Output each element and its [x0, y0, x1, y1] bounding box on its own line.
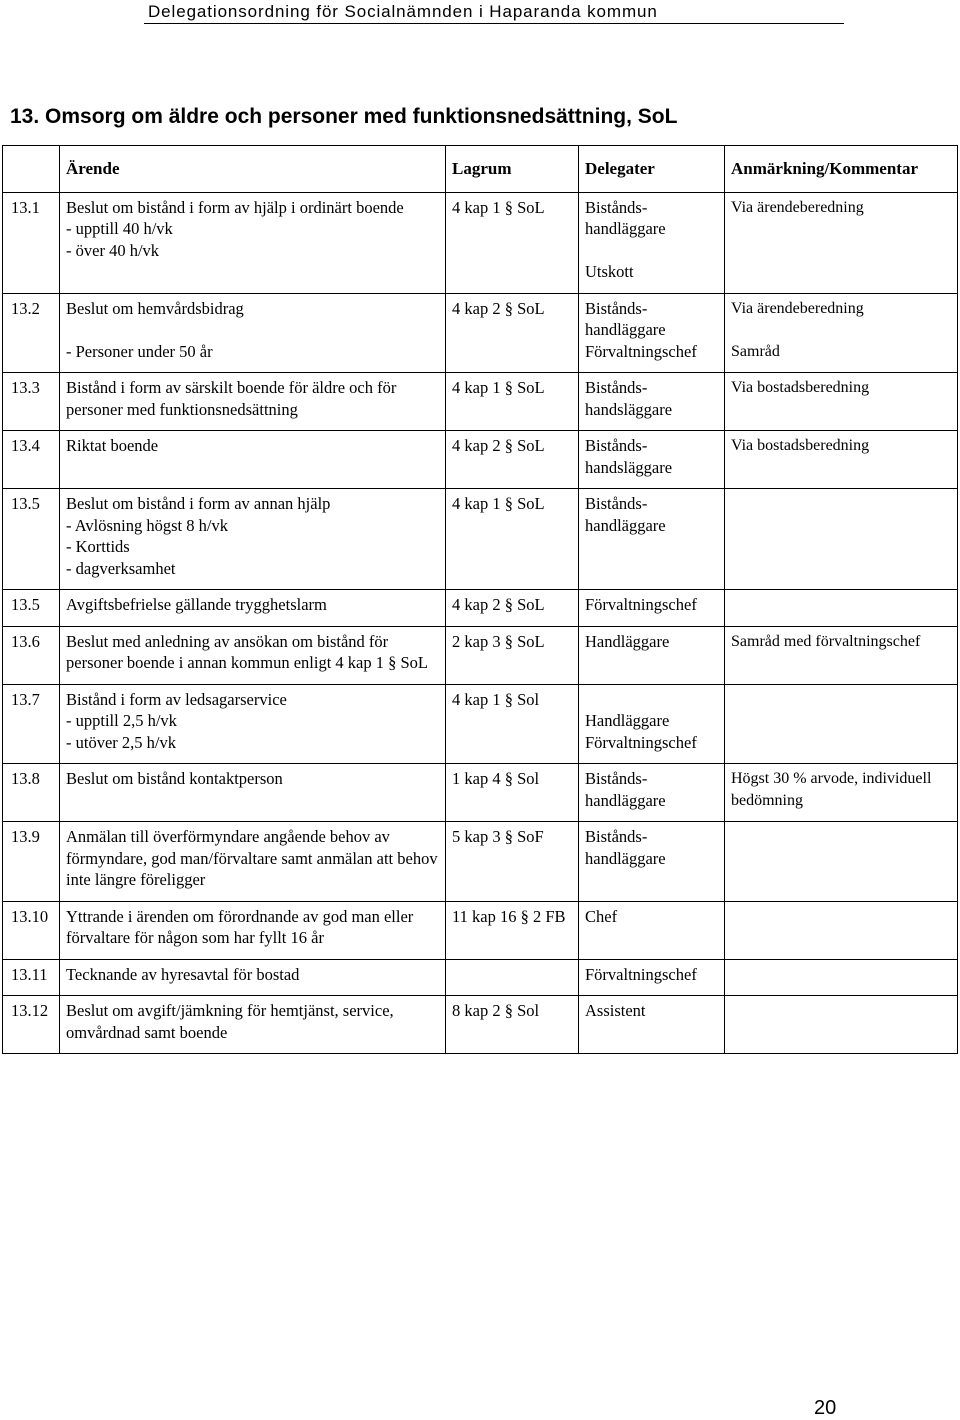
table-row	[3, 996, 958, 1054]
row-delegat: Bistånds- handsläggare	[579, 431, 725, 489]
row-lagrum: 4 kap 2 § SoL	[446, 590, 579, 627]
column-header-nr	[3, 146, 60, 193]
row-number: 13.11	[3, 959, 60, 996]
table-row	[3, 901, 958, 959]
row-delegat: Bistånds- handläggare Förvaltningschef	[579, 293, 725, 373]
column-header-kommentar: Anmärkning/Kommentar	[725, 146, 958, 193]
row-arende: Beslut om hemvårdsbidrag - Personer under 50 år	[60, 293, 446, 373]
column-header-delegater: Delegater	[579, 146, 725, 193]
delegation-table	[2, 145, 958, 1054]
row-number: 13.7	[3, 684, 60, 764]
table-row	[3, 293, 958, 373]
document-header: Delegationsordning för Socialnämnden i Haparanda kommun	[148, 2, 658, 21]
row-delegat: Bistånds- handläggare Utskott	[579, 192, 725, 293]
row-number: 13.6	[3, 626, 60, 684]
row-lagrum: 4 kap 1 § Sol	[446, 684, 579, 764]
table-header-row	[3, 146, 958, 193]
row-lagrum: 1 kap 4 § Sol	[446, 764, 579, 822]
column-header-arende: Ärende	[60, 146, 446, 193]
header-rule	[144, 23, 844, 24]
row-arende: Riktat boende	[60, 431, 446, 489]
page-number: 20	[814, 1397, 837, 1419]
row-arende: Bistånd i form av ledsagarservice - upptill 2,5 h/vk - utöver 2,5 h/vk	[60, 684, 446, 764]
table-row	[3, 373, 958, 431]
row-kommentar: Via ärendeberedning	[725, 192, 958, 293]
row-arende: Tecknande av hyresavtal för bostad	[60, 959, 446, 996]
row-delegat: Chef	[579, 901, 725, 959]
row-number: 13.4	[3, 431, 60, 489]
row-number: 13.10	[3, 901, 60, 959]
row-lagrum: 4 kap 2 § SoL	[446, 293, 579, 373]
row-kommentar: Högst 30 % arvode, individuell bedömning	[725, 764, 958, 822]
row-arende: Anmälan till överförmyndare angående behov av förmyndare, god man/förvaltare samt anmälan att behov inte längre föreligger	[60, 822, 446, 902]
row-delegat: Förvaltningschef	[579, 590, 725, 627]
row-number: 13.1	[3, 192, 60, 293]
row-arende: Yttrande i ärenden om förordnande av god man eller förvaltare för någon som har fyllt 16 år	[60, 901, 446, 959]
row-arende: Beslut om bistånd i form av annan hjälp - Avlösning högst 8 h/vk - Korttids - dagverksamhet	[60, 489, 446, 590]
row-kommentar	[725, 901, 958, 959]
row-arende: Beslut med anledning av ansökan om bistånd för personer boende i annan kommun enligt 4 kap 1 § SoL	[60, 626, 446, 684]
row-kommentar: Via ärendeberedning Samråd	[725, 293, 958, 373]
table-row	[3, 192, 958, 293]
table-row	[3, 431, 958, 489]
row-kommentar	[725, 996, 958, 1054]
column-header-lagrum: Lagrum	[446, 146, 579, 193]
row-lagrum: 4 kap 1 § SoL	[446, 192, 579, 293]
row-kommentar	[725, 822, 958, 902]
table-row	[3, 822, 958, 902]
row-delegat: Bistånds- handläggare	[579, 489, 725, 590]
row-number: 13.9	[3, 822, 60, 902]
row-lagrum	[446, 959, 579, 996]
table-row	[3, 764, 958, 822]
row-delegat: Bistånds- handsläggare	[579, 373, 725, 431]
row-arende: Beslut om bistånd i form av hjälp i ordinärt boende - upptill 40 h/vk - över 40 h/vk	[60, 192, 446, 293]
row-kommentar	[725, 959, 958, 996]
row-number: 13.5	[3, 590, 60, 627]
row-number: 13.2	[3, 293, 60, 373]
row-number: 13.12	[3, 996, 60, 1054]
row-lagrum: 4 kap 1 § SoL	[446, 489, 579, 590]
row-arende: Bistånd i form av särskilt boende för äldre och för personer med funktionsnedsättning	[60, 373, 446, 431]
row-arende: Avgiftsbefrielse gällande trygghetslarm	[60, 590, 446, 627]
row-delegat: Bistånds- handläggare	[579, 822, 725, 902]
table-body	[3, 192, 958, 1054]
table-row	[3, 626, 958, 684]
section-title: 13. Omsorg om äldre och personer med funktionsnedsättning, SoL	[10, 105, 678, 128]
row-lagrum: 4 kap 1 § SoL	[446, 373, 579, 431]
table-row	[3, 959, 958, 996]
row-number: 13.3	[3, 373, 60, 431]
row-number: 13.8	[3, 764, 60, 822]
row-kommentar	[725, 590, 958, 627]
row-kommentar: Samråd med förvaltningschef	[725, 626, 958, 684]
row-kommentar: Via bostadsberedning	[725, 431, 958, 489]
row-delegat: Handläggare	[579, 626, 725, 684]
table-row	[3, 590, 958, 627]
table-row	[3, 684, 958, 764]
row-delegat: Bistånds- handläggare	[579, 764, 725, 822]
row-lagrum: 4 kap 2 § SoL	[446, 431, 579, 489]
row-delegat: Handläggare Förvaltningschef	[579, 684, 725, 764]
row-lagrum: 8 kap 2 § Sol	[446, 996, 579, 1054]
row-delegat: Assistent	[579, 996, 725, 1054]
row-arende: Beslut om bistånd kontaktperson	[60, 764, 446, 822]
row-kommentar	[725, 489, 958, 590]
row-lagrum: 5 kap 3 § SoF	[446, 822, 579, 902]
table-row	[3, 489, 958, 590]
row-kommentar	[725, 684, 958, 764]
row-arende: Beslut om avgift/jämkning för hemtjänst, service, omvårdnad samt boende	[60, 996, 446, 1054]
row-number: 13.5	[3, 489, 60, 590]
row-lagrum: 2 kap 3 § SoL	[446, 626, 579, 684]
row-kommentar: Via bostadsberedning	[725, 373, 958, 431]
row-lagrum: 11 kap 16 § 2 FB	[446, 901, 579, 959]
row-delegat: Förvaltningschef	[579, 959, 725, 996]
